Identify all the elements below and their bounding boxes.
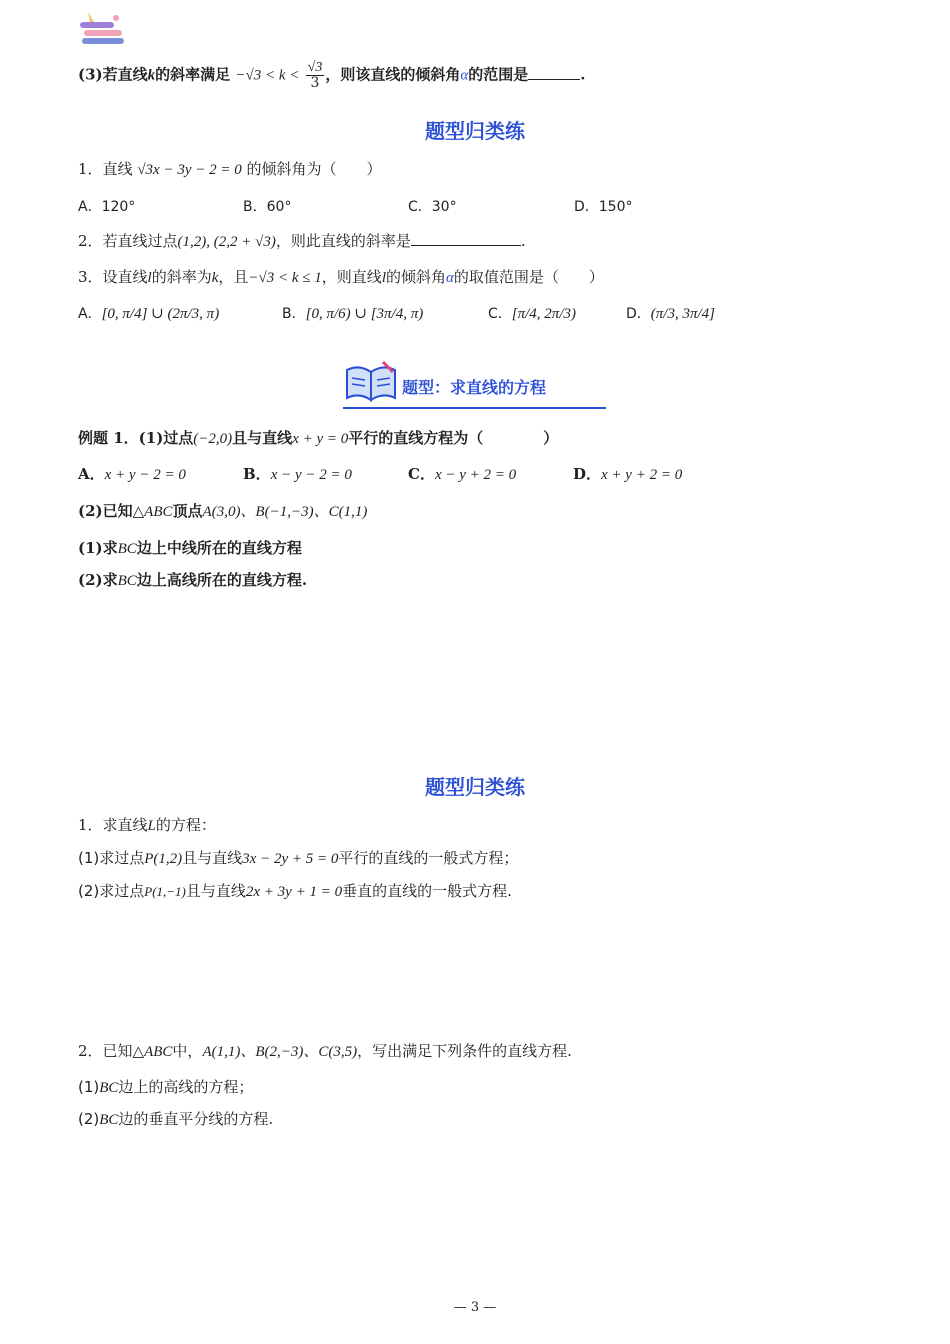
answer-blank (528, 65, 580, 80)
question-2: 2．若直线过点(1,2), (2,2 + √3)，则此直线的斜率是 . (78, 232, 526, 250)
banner-underline (343, 407, 606, 409)
q3-option-a: A．[0, π/4] ∪ (2π/3, π) (78, 306, 220, 322)
q1-option-d: D．150° (574, 199, 633, 215)
page-number: — 3 — (453, 1300, 497, 1315)
practice-2-2: (2)BC边的垂直平分线的方程. (78, 1110, 274, 1128)
example-1-line2: (2)已知△ABC顶点A(3,0)、B(−1,−3)、C(1,1) (78, 502, 368, 520)
q3-option-c: C．[π/4, 2π/3) (488, 306, 576, 322)
practice-1-2: (2)求过点P(1,−1)且与直线2x + 3y + 1 = 0垂直的直线的一般式方程. (78, 882, 512, 900)
practice-2: 2．已知△ABC中，A(1,1)、B(2,−3)、C(3,5)，写出满足下列条件的直线方程. (78, 1042, 572, 1060)
section1-heading: 题型归类练 (425, 119, 525, 143)
q1-option-a: A．120° (78, 199, 136, 215)
example-option-c: C．x − y + 2 = 0 (408, 465, 517, 483)
books-icon (78, 10, 128, 50)
example-sub-1: (1)求BC边上中线所在的直线方程 (78, 539, 302, 557)
example-option-a: A．x + y − 2 = 0 (78, 465, 186, 483)
q1-option-c: C．30° (408, 199, 457, 215)
example-option-d: D．x + y + 2 = 0 (573, 465, 683, 483)
question-1: 1．直线 √3x − 3y − 2 = 0 的倾斜角为（ ） (78, 160, 382, 178)
example-sub-2: (2)求BC边上高线所在的直线方程. (78, 571, 308, 589)
q3-option-b: B．[0, π/6) ∪ [3π/4, π) (282, 306, 424, 322)
example-option-b: B．x − y − 2 = 0 (243, 465, 352, 483)
q3-option-d: D．(π/3, 3π/4] (626, 306, 715, 322)
practice-2-1: (1)BC边上的高线的方程； (78, 1078, 254, 1096)
example-1-line1: 例题 1．(1)过点(−2,0)且与直线x + y = 0平行的直线方程为（ ） (78, 429, 559, 447)
practice-1: 1．求直线L的方程： (78, 816, 216, 834)
question-3: 3．设直线l的斜率为k，且−√3 < k ≤ 1，则直线l的倾斜角α的取值范围是（ ） (78, 268, 604, 286)
q1-option-b: B．60° (243, 199, 292, 215)
practice-1-1: (1)求过点P(1,2)且与直线3x − 2y + 5 = 0平行的直线的一般式方程； (78, 849, 519, 867)
answer-blank-2 (411, 231, 521, 246)
top-question-3: (3)若直线k的斜率满足 −√3 < k < $\frac{√3}{3}$ ，则该直线的倾斜角α的范围是 . (78, 60, 586, 91)
book-icon (343, 360, 399, 404)
section2-heading: 题型归类练 (425, 775, 525, 799)
banner-title: 题型：求直线的方程 (402, 378, 547, 397)
